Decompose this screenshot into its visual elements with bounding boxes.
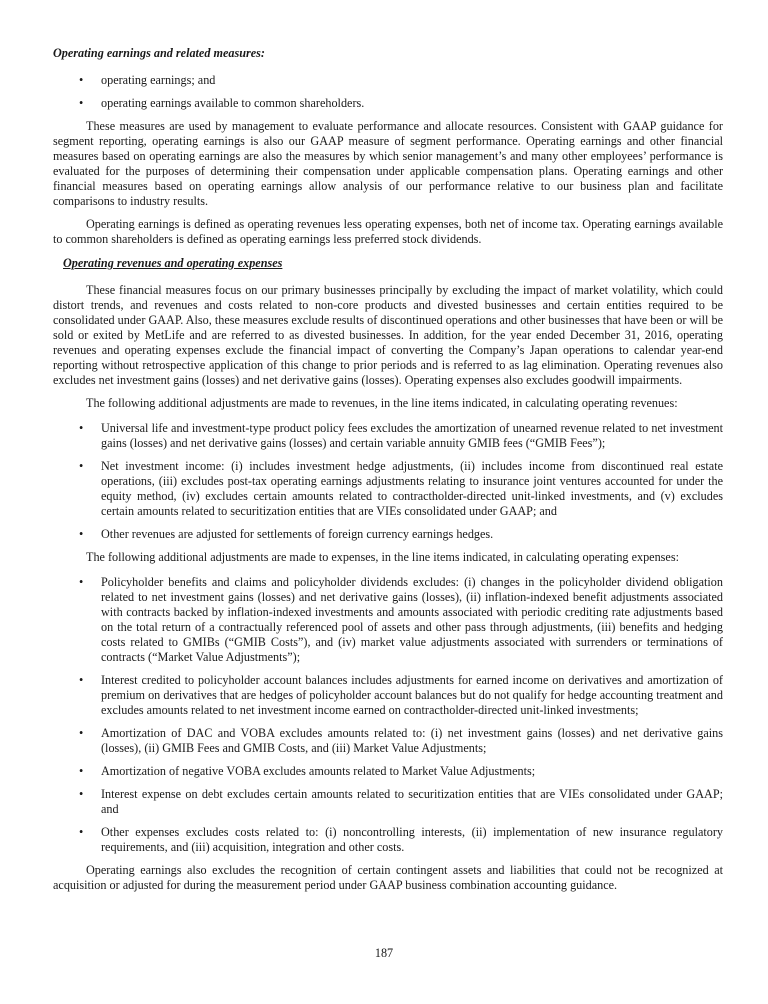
list-item-text: Interest credited to policyholder account balances includes adjustments for earned income on derivatives and amortization of premium on derivatives that are hedges of policyholder account balances but do not qualify for hedge accounting treatment and excludes amounts related to net investment income earned on contractholder-directed unit-linked investments; (101, 673, 723, 717)
page-number: 187 (374, 946, 394, 960)
list-item-text: Amortization of negative VOBA excludes amounts related to Market Value Adjustments; (101, 764, 536, 778)
page-content (53, 46, 723, 901)
list-item (53, 764, 723, 779)
list-item-text: operating earnings available to common shareholders. (101, 96, 365, 110)
list-item-text: Amortization of DAC and VOBA excludes amounts related to: (i) net investment gains (losses) and net derivative gains (losses), (ii) GMIB Fees and GMIB Costs, and (iii) Market Value Adjustments; (101, 726, 723, 755)
paragraph-operating-earnings-definition: Operating earnings is defined as operating revenues less operating expenses, both net of income tax. Operating earnings available to common shareholders is defined as operating earnings less preferred stock dividends. (53, 217, 723, 246)
list-item (53, 825, 723, 855)
list-item-text: Policyholder benefits and claims and policyholder dividends excludes: (i) changes in the policyholder dividend obligation related to net investment gains (losses) and net derivative gains (losses), (ii) inflation-indexed benefit adjustments associated with contracts backed by inflation-indexed investments and amounts associated with periodic crediting rate adjustments based on the total return of a contractually referenced pool of assets and other pass through adjustments, (iii) benefits and hedging costs related to GMIBs (“GMIB Costs”), and (iv) market value adjustments associated with surrenders or terminations of contracts (“Market Value Adjustments”); (101, 575, 723, 664)
paragraph-expenses-adjustments-intro: The following additional adjustments are made to expenses, in the line items indicated, in calculating operating expenses: (86, 550, 679, 564)
bullet-icon: • (79, 764, 84, 778)
bullet-icon: • (79, 421, 84, 435)
list-item (53, 575, 723, 665)
list-item-text: Net investment income: (i) includes investment hedge adjustments, (ii) includes income from discontinued real estate operations, (iii) excludes post-tax operating earnings adjustments relating to insurance joint ventures accounted for under the equity method, (iv) excludes certain amounts related to contractholder-directed unit-linked investments, and (v) excludes certain amounts related to securitization entities that are VIEs consolidated under GAAP; and (101, 459, 723, 518)
list-item (53, 73, 723, 88)
paragraph-contingent-assets: Operating earnings also excludes the recognition of certain contingent assets and liabilities that could not be recognized at acquisition or adjusted for during the measurement period under GAAP business combination accounting guidance. (53, 863, 723, 892)
bullet-icon: • (79, 825, 84, 839)
bullet-icon: • (79, 459, 84, 473)
list-item (53, 787, 723, 817)
bullet-icon: • (79, 787, 84, 801)
list-item-text: operating earnings; and (101, 73, 216, 87)
list-item-text: Interest expense on debt excludes certain amounts related to securitization entities that are VIEs consolidated under GAAP; and (101, 787, 723, 816)
paragraph-revenues-adjustments-intro: The following additional adjustments are made to revenues, in the line items indicated, in calculating operating revenues: (86, 396, 678, 410)
expenses-adjustments-list (53, 575, 723, 855)
list-item (53, 673, 723, 718)
bullet-icon: • (79, 527, 84, 541)
list-item (53, 459, 723, 519)
list-item (53, 527, 723, 542)
measures-list (53, 73, 723, 111)
list-item-text: Other revenues are adjusted for settlements of foreign currency earnings hedges. (101, 527, 494, 541)
paragraph-financial-measures-focus: These financial measures focus on our primary businesses principally by excluding the impact of market volatility, which could distort trends, and revenues and costs related to non-core products and divested businesses and certain entities required to be consolidated under GAAP. Also, these measures exclude results of discontinued operations and other businesses that have been or will be sold or exited by MetLife and are referred to as divested businesses. In addition, for the year ended December 31, 2016, operating revenues and operating expenses exclude the financial impact of converting the Company’s Japan operations to calendar year-end reporting without retrospective application of this change to prior periods and is referred to as lag elimination. Operating revenues also excludes net investment gains (losses) and net derivative gains (losses). Operating expenses also excludes goodwill impairments. (53, 283, 723, 387)
list-item (53, 421, 723, 451)
revenues-adjustments-list (53, 421, 723, 542)
list-item-text: Universal life and investment-type product policy fees excludes the amortization of unearned revenue related to net investment gains (losses) and net derivative gains (losses) and certain variable annuity GMIB fees (“GMIB Fees”); (101, 421, 723, 450)
bullet-icon: • (79, 575, 84, 589)
list-item (53, 726, 723, 756)
bullet-icon: • (79, 673, 84, 687)
section-heading-operating-earnings: Operating earnings and related measures: (53, 46, 265, 60)
bullet-icon: • (79, 96, 84, 110)
list-item-text: Other expenses excludes costs related to: (i) noncontrolling interests, (ii) implementation of new insurance regulatory requirements, and (iii) acquisition, integration and other costs. (101, 825, 723, 854)
list-item (53, 96, 723, 111)
bullet-icon: • (79, 73, 84, 87)
paragraph-management-measures: These measures are used by management to evaluate performance and allocate resources. Consistent with GAAP guidance for segment reporting, operating earnings is also our GAAP measure of segment performance. Operating earnings and other financial measures based on operating earnings are also the measures by which senior management’s and many other employees’ performance is evaluated for the purposes of determining their compensation under applicable compensation plans. Operating earnings and other financial measures based on operating earnings allow analysis of our performance relative to our business plan and facilitate comparisons to industry results. (53, 119, 723, 208)
bullet-icon: • (79, 726, 84, 740)
section-heading-operating-revenues-expenses: Operating revenues and operating expenses (63, 256, 283, 270)
